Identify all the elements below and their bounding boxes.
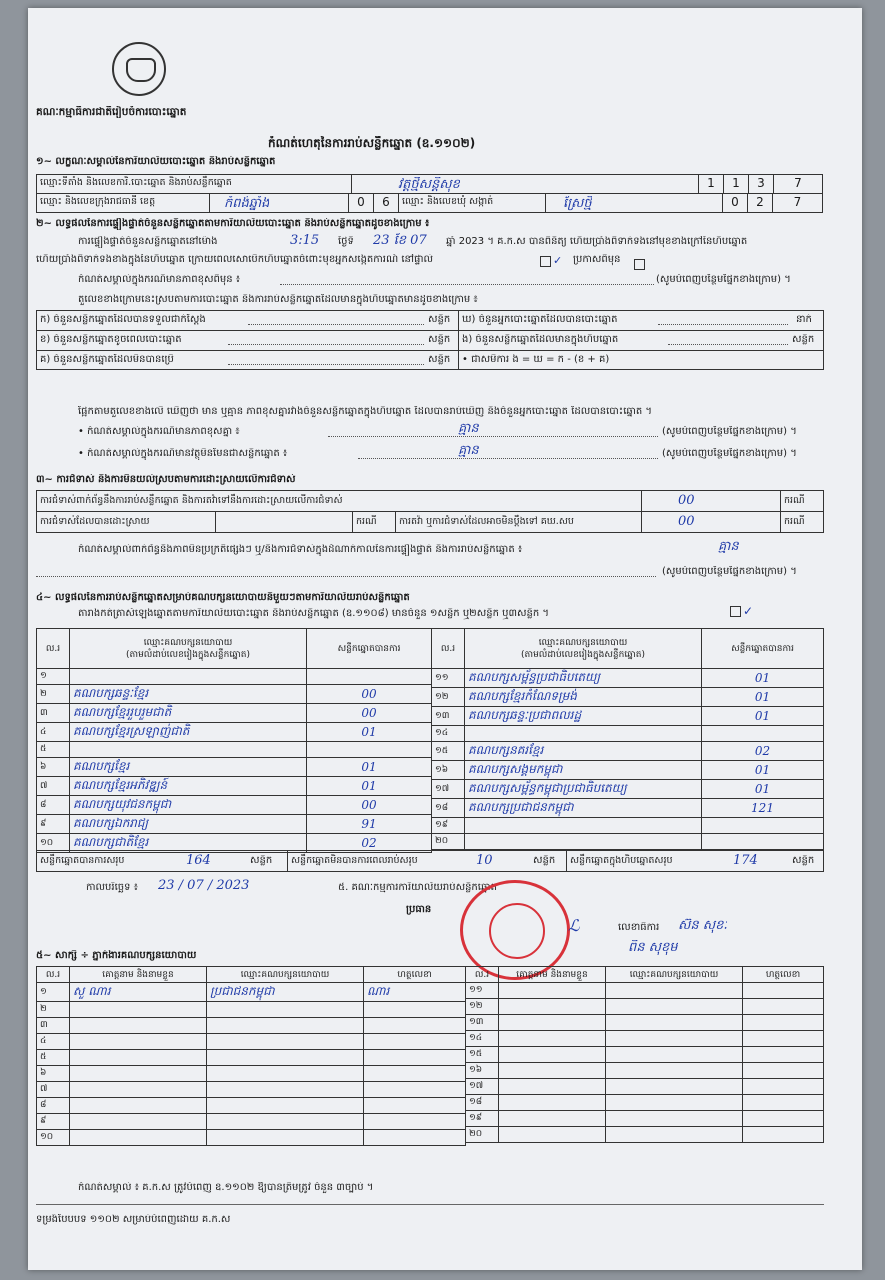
table-row <box>37 1002 466 1018</box>
table-row <box>466 983 824 999</box>
witness-party <box>207 1034 364 1050</box>
row-no: ១៥ <box>432 742 465 761</box>
checked-box[interactable]: ✓ <box>728 604 753 618</box>
row-no: ៤ <box>37 1034 70 1050</box>
witness-name <box>499 1015 606 1031</box>
unit: សន្លឹក <box>428 334 451 345</box>
party-votes: 02 <box>307 834 432 853</box>
row-no: ១០ <box>37 834 70 853</box>
commune-digit: 7 <box>772 193 823 213</box>
party-name <box>70 742 307 758</box>
table-row <box>37 1114 466 1130</box>
row-d-label: ឃ) ចំនួនអ្នកបោះឆ្នោតដែលបានបោះឆ្នោត <box>462 314 618 325</box>
note-label: កំណត់សម្គាល់ក្នុងករណីមានភាពខុសពីមុន ៖ <box>78 274 241 285</box>
section1-title: ១~ លក្ខណៈសម្គាល់នៃការិយាល័យបោះឆ្នោត និងរាប់សន្លឹកឆ្នោត <box>36 156 276 167</box>
commune-digit: 2 <box>747 193 773 213</box>
footnote: កំណត់សម្គាល់ ៖ គ.ក.ស ត្រូវបំពេញ ឧ.១១០២ ឱ្យបានត្រឹមត្រូវ ចំនួន ៣ច្បាប់ ។ <box>78 1182 374 1193</box>
note-line <box>280 284 654 285</box>
note-hint: (សូមបំពេញបន្ថែមផ្នែកខាងក្រោម) ។ <box>662 426 797 437</box>
row-no: ៨ <box>37 796 70 815</box>
witness-party <box>207 1066 364 1082</box>
table-row <box>37 1098 466 1114</box>
office-digit: 3 <box>748 174 774 194</box>
total-invalid-cell <box>287 850 567 872</box>
party-votes: 121 <box>702 799 824 818</box>
commune-label: ឈ្មោះ និងលេខឃុំ សង្កាត់ <box>398 193 546 213</box>
witness-party <box>207 1050 364 1066</box>
table-row <box>466 1047 824 1063</box>
table-row <box>466 1079 824 1095</box>
party-name: គណបក្សខ្មែររួបរួមជាតិ <box>70 704 307 723</box>
commune-value: ស្រែថ្មី <box>563 196 592 211</box>
secretary-name: ស៊ន សុខៈ <box>678 918 728 933</box>
witness-sign <box>364 1066 466 1082</box>
row-no: ៩ <box>37 815 70 834</box>
witness-sign <box>743 1031 824 1047</box>
checkbox[interactable] <box>632 254 647 273</box>
party-votes: 91 <box>307 815 432 834</box>
row-no: ១២ <box>466 999 499 1015</box>
col-no: ល.រ <box>37 629 70 669</box>
total-box-cell <box>566 850 824 872</box>
col-party: ឈ្មោះគណបក្សនយោបាយ <box>606 967 743 983</box>
forwarded-label: ការតវ៉ា ឬការជំទាស់ដែលអាចមិនប្ដឹងទៅ គឃ.សប <box>395 511 642 533</box>
commune-digit: 0 <box>722 193 748 213</box>
col-votes: សន្លឹកឆ្នោតបានការ <box>307 629 432 669</box>
witness-party <box>207 1098 364 1114</box>
party-votes: 00 <box>307 685 432 704</box>
verify-text-a: ការផ្ទៀងផ្ទាត់ចំនួនសន្លឹកឆ្នោតនៅម៉ោង <box>78 236 218 247</box>
forwarded-value: 00 <box>678 514 695 529</box>
resolved-cell <box>215 511 353 533</box>
row-no: ១៩ <box>432 818 465 834</box>
table-row <box>432 742 824 761</box>
party-name <box>465 834 702 850</box>
row-no: ១១ <box>466 983 499 999</box>
verify-date: 23 ខែ 07 <box>373 233 427 248</box>
row-no: ៣ <box>37 1018 70 1034</box>
section4-intro: តារាងកត់ត្រាសំឡេងឆ្នោតតាមការិយាល័យបោះឆ្នោត និងរាប់សន្លឹកឆ្នោត (ឧ.១១០៨) មានចំនួន ១សន្លឹក ឬ២សន្លឹក ឬ៣សន្លឹក ។ <box>78 608 550 619</box>
total-valid-label: សន្លឹកឆ្នោតបានការសរុប <box>40 855 125 866</box>
witness-sign <box>364 1114 466 1130</box>
witness-party <box>606 1015 743 1031</box>
witness-name <box>70 1018 207 1034</box>
witness-name <box>499 999 606 1015</box>
verify-text-c: ឆ្នាំ 2023 ។ គ.ក.ស បានពិនិត្យ ហើយប្រាំងពីទាក់ទងនៅមុខខាងក្រៅនៃហិបឆ្នោត <box>446 236 748 247</box>
party-name <box>465 818 702 834</box>
witness-name <box>499 983 606 999</box>
col-party <box>70 629 307 669</box>
form-sheet <box>28 8 862 1270</box>
section3-note-label: កំណត់សម្គាល់ពាក់ព័ន្ធនឹងភាពមិនប្រក្រតីផ្សេងៗ ឬ/និងការជំទាស់ក្នុងដំណាក់កាលនៃការផ្ទៀងផ្ទាត់ និងការរាប់សន្លឹកឆ្នោត ៖ <box>78 544 523 555</box>
witness-name: សួ ណារ <box>70 983 207 1002</box>
row-no: ៨ <box>37 1098 70 1114</box>
row-no: ២ <box>37 685 70 704</box>
row-no: ១៤ <box>466 1031 499 1047</box>
witness-sign <box>743 1063 824 1079</box>
party-votes: 02 <box>702 742 824 761</box>
witness-sign <box>743 1079 824 1095</box>
witness-sign <box>364 1018 466 1034</box>
table-row <box>37 1066 466 1082</box>
section2-title: ២~ លទ្ធផលនៃការផ្ទៀងផ្ទាត់ចំនួនសន្លឹកឆ្នោតតាមការិយាល័យបោះឆ្នោត និងរាប់សន្លឹកឆ្នោតដូចខាងក្រោម ៖ <box>36 218 430 229</box>
col-sign: ហត្ថលេខា <box>743 967 824 983</box>
col-party-sub: (តាមលំដាប់លេខរៀងក្នុងសន្លឹកឆ្នោត) <box>521 649 645 660</box>
table-row <box>466 999 824 1015</box>
col-party-label: ឈ្មោះគណបក្សនយោបាយ <box>538 637 628 648</box>
col-votes: សន្លឹកឆ្នោតបានការ <box>702 629 824 669</box>
total-invalid-label: សន្លឹកឆ្នោតមិនបានការពេលរាប់សរុប <box>291 855 418 866</box>
row-no: ២០ <box>432 834 465 850</box>
diff-line: ផ្អែកតាមតួលេខខាងលើ ឃើញថា មាន ឬគ្មាន ភាពខុសគ្នារវាងចំនួនសន្លឹកឆ្នោតក្នុងហិបឆ្នោត ដែលបានរាប់ឃើញ និងចំនួនអ្នកបោះឆ្នោត ដែលបានបោះឆ្នោត ។ <box>78 406 653 417</box>
witness-sign <box>364 1082 466 1098</box>
party-votes: 01 <box>702 688 824 707</box>
complaint-value: 00 <box>678 493 695 508</box>
witness-name <box>499 1031 606 1047</box>
witness-sign <box>364 1130 466 1146</box>
province-digit: 0 <box>348 193 374 213</box>
verify-text-2: ហើយប្រាំងពីទាក់ទងខាងក្នុងនៃហិបឆ្នោត ក្រោយពេលសោបើកហិបឆ្នោតចំពោះមុខអ្នកសង្កេតការណ៍ នៅផ្ទាល់ <box>36 254 434 265</box>
party-name: គណបក្សឆន្ទៈប្រជាពលរដ្ឋ <box>465 707 702 726</box>
col-party: ឈ្មោះគណបក្សនយោបាយ <box>207 967 364 983</box>
total-box-label: សន្លឹកឆ្នោតក្នុងហិបឆ្នោតសរុប <box>570 855 673 866</box>
witness-party <box>606 1031 743 1047</box>
table-row <box>37 723 432 742</box>
party-name: គណបក្សខ្មែរអភិវឌ្ឍន៍ <box>70 777 307 796</box>
witness-name <box>70 1050 207 1066</box>
row-no: ២ <box>37 1002 70 1018</box>
witness-party <box>606 1047 743 1063</box>
col-no: ល.រ <box>37 967 70 983</box>
row-no: ៣ <box>37 704 70 723</box>
row-no: ១៨ <box>466 1095 499 1111</box>
col-party <box>465 629 702 669</box>
nec-logo-icon <box>112 42 166 96</box>
count-intro: តួលេខខាងក្រោមនេះស្របតាមការបោះឆ្នោត និងការរាប់សន្លឹកឆ្នោតដែលមានក្នុងហិបឆ្នោតមានដូចខាងក្រោម ៖ <box>78 294 478 305</box>
party-name: គណបក្សខ្មែរស្រឡាញ់ជាតិ <box>70 723 307 742</box>
witness-name <box>70 1002 207 1018</box>
table-row <box>37 815 432 834</box>
table-row <box>432 707 824 726</box>
forwarded-cell <box>641 511 781 533</box>
witness-sign <box>743 999 824 1015</box>
table-row <box>37 685 432 704</box>
table-row <box>432 834 824 850</box>
table-row <box>466 1095 824 1111</box>
party-name: គណបក្សសម្ព័ន្ធប្រជាធិបតេយ្យ <box>465 669 702 688</box>
party-votes <box>307 742 432 758</box>
table-row <box>37 1130 466 1146</box>
results-table-left <box>36 628 432 853</box>
witness-name <box>70 1034 207 1050</box>
row-no: ១១ <box>432 669 465 688</box>
row-a-label: ក) ចំនួនសន្លឹកឆ្នោតដែលបានទទួលជាក់ស្តែង <box>40 314 206 325</box>
complaint-cell <box>641 490 781 512</box>
section5-title: ៥~ សាក្សី ÷ ភ្នាក់ងារគណបក្សនយោបាយ <box>36 950 197 961</box>
party-name: គណបក្សសម្ព័ន្ធកម្ពុជាប្រជាធិបតេយ្យ <box>465 780 702 799</box>
province-value: កំពង់ឆ្នាំង <box>224 196 270 211</box>
witness-sign <box>743 1127 824 1143</box>
section3-title: ៣~ ការជំទាស់ និងការមិនយល់ស្របតាមការដោះស្រាយលើការជំទាស់ <box>36 474 296 485</box>
table-row <box>37 669 432 685</box>
office-digit: 1 <box>723 174 749 194</box>
row-no: ១ <box>37 669 70 685</box>
table-row <box>37 758 432 777</box>
witness-party <box>606 1095 743 1111</box>
party-votes: 01 <box>702 669 824 688</box>
witness-party: ប្រជាជនកម្ពុជា <box>207 983 364 1002</box>
witness-party <box>207 1114 364 1130</box>
resolved-label: ការជំទាស់ដែលបានដោះស្រាយ <box>36 511 216 533</box>
row-no: ៤ <box>37 723 70 742</box>
table-row <box>37 777 432 796</box>
witness-table-left <box>36 966 466 1146</box>
party-name: គណបក្សជាតិខ្មែរ <box>70 834 307 853</box>
witness-party <box>606 1111 743 1127</box>
total-invalid: 10 <box>476 853 493 868</box>
witness-sign: ណារ <box>364 983 466 1002</box>
table-row <box>37 1034 466 1050</box>
party-votes <box>702 834 824 850</box>
witness-party <box>606 1127 743 1143</box>
party-name <box>70 669 307 685</box>
row-no: ៧ <box>37 777 70 796</box>
witness-name <box>499 1063 606 1079</box>
case-unit: ករណី <box>780 511 824 533</box>
table-row <box>37 1082 466 1098</box>
row-no: ១៦ <box>432 761 465 780</box>
col-no: ល.រ <box>466 967 499 983</box>
party-votes: 01 <box>702 761 824 780</box>
case-unit: ករណី <box>780 490 824 512</box>
office-value: វត្តថ្មីសន្តិសុខ <box>398 177 460 192</box>
party-name: គណបក្សឯករាជ្យ <box>70 815 307 834</box>
party-name: គណបក្សខ្មែរកំណែទម្រង់ <box>465 688 702 707</box>
office-label: ឈ្មោះទីតាំង និងលេខការិ.បោះឆ្នោត និងរាប់សន្លឹកឆ្នោត <box>36 174 352 194</box>
unit: សន្លឹក <box>428 354 451 365</box>
row-no: ១៧ <box>466 1079 499 1095</box>
table-row <box>432 688 824 707</box>
note-hint: (សូមបំពេញបន្ថែមផ្នែកខាងក្រោម) ។ <box>662 448 797 459</box>
witness-party <box>207 1002 364 1018</box>
table-row <box>432 780 824 799</box>
party-votes: 00 <box>307 704 432 723</box>
unit: សន្លឹក <box>533 855 556 866</box>
form-title: កំណត់ហេតុនៃការរាប់សន្លឹកឆ្នោត (ឧ.១១០២) <box>268 136 476 150</box>
witness-sign <box>743 1095 824 1111</box>
row-e-label: ង) ចំនួនសន្លឹកឆ្នោតដែលមានក្នុងហិបឆ្នោត <box>462 334 619 345</box>
row-no: ៦ <box>37 758 70 777</box>
col-no: ល.រ <box>432 629 465 669</box>
row-no: ១៧ <box>432 780 465 799</box>
verify-option: ប្រកាសពីមុន <box>573 254 621 265</box>
row-no: ១ <box>37 983 70 1002</box>
unit: សន្លឹក <box>250 855 273 866</box>
party-votes <box>702 726 824 742</box>
witness-party <box>207 1130 364 1146</box>
witness-party <box>606 983 743 999</box>
table-row <box>37 1018 466 1034</box>
date-label: កាលបរិច្ឆេទ ៖ <box>86 882 139 893</box>
row-no: ១៣ <box>466 1015 499 1031</box>
table-row <box>37 1050 466 1066</box>
witness-party <box>207 1082 364 1098</box>
checked-box[interactable]: ✓ <box>538 254 562 267</box>
party-name: គណបក្សខ្មែរ <box>70 758 307 777</box>
witness-party <box>606 999 743 1015</box>
col-name: គោត្តនាម និងនាមខ្លួន <box>70 967 207 983</box>
office-digit: 7 <box>773 174 823 194</box>
row-no: ១៣ <box>432 707 465 726</box>
unit: សន្លឹក <box>428 314 451 325</box>
col-name: គោត្តនាម និងនាមខ្លួន <box>499 967 606 983</box>
unit: សន្លឹក <box>792 334 815 345</box>
chair-label: ប្រធាន <box>406 904 432 915</box>
col-party-label: ឈ្មោះគណបក្សនយោបាយ <box>143 637 233 648</box>
witness-sign <box>364 1050 466 1066</box>
signature-icon: ℒ <box>568 918 580 933</box>
witness-name <box>70 1098 207 1114</box>
witness-party <box>207 1018 364 1034</box>
party-votes <box>307 669 432 685</box>
table-row <box>37 742 432 758</box>
row-no: ២០ <box>466 1127 499 1143</box>
note2-value: គ្មាន <box>458 421 479 436</box>
table-row <box>466 1031 824 1047</box>
total-valid: 164 <box>186 853 211 868</box>
note3-label: • កំណត់សម្គាល់ក្នុងករណីមានវត្ថុមិនមែនជាសន្លឹកឆ្នោត ៖ <box>78 448 288 459</box>
table-row <box>432 669 824 688</box>
note2-label: • កំណត់សម្គាល់ក្នុងករណីមានភាពខុសគ្នា ៖ <box>78 426 240 437</box>
witness-sign <box>743 983 824 999</box>
party-votes: 00 <box>307 796 432 815</box>
section3-note-value: គ្មាន <box>718 539 739 554</box>
secretary-label: លេខាធិការ <box>618 922 660 933</box>
witness-name <box>70 1066 207 1082</box>
results-table-right <box>431 628 824 850</box>
row-no: ១០ <box>37 1130 70 1146</box>
row-no: ៥ <box>37 742 70 758</box>
col-party-sub: (តាមលំដាប់លេខរៀងក្នុងសន្លឹកឆ្នោត) <box>126 649 250 660</box>
party-votes: 01 <box>307 777 432 796</box>
party-name: គណបក្សសង្គមកម្ពុជា <box>465 761 702 780</box>
witness-party <box>606 1063 743 1079</box>
row-no: ១២ <box>432 688 465 707</box>
case-unit: ករណី <box>352 511 396 533</box>
party-votes: 01 <box>702 707 824 726</box>
table-row <box>466 1063 824 1079</box>
office-digit: 1 <box>698 174 724 194</box>
witness-name <box>70 1114 207 1130</box>
chair-name: ពិន សុខុម <box>628 940 678 955</box>
note-hint: (សូមបំពេញបន្ថែមផ្នែកខាងក្រោម) ។ <box>662 566 797 577</box>
witness-sign <box>743 1047 824 1063</box>
row-no: ១៤ <box>432 726 465 742</box>
party-votes: 01 <box>307 758 432 777</box>
table-row <box>466 1015 824 1031</box>
witness-sign <box>743 1111 824 1127</box>
province-digit: 6 <box>373 193 399 213</box>
witness-name <box>499 1047 606 1063</box>
complaint-label: ការជំទាស់ពាក់ព័ន្ធនឹងការរាប់សន្លឹកឆ្នោត និងការតវ៉ាទៅនឹងការដោះស្រាយលើការជំទាស់ <box>36 490 642 512</box>
witness-sign <box>364 1002 466 1018</box>
row-no: ១៦ <box>466 1063 499 1079</box>
date-value: 23 / 07 / 2023 <box>158 878 250 893</box>
table-row <box>432 761 824 780</box>
witness-name <box>499 1079 606 1095</box>
table-row <box>466 1111 824 1127</box>
unit: សន្លឹក <box>792 855 815 866</box>
sign-committee: ៥. គណៈកម្មការការិយាល័យរាប់សន្លឹកឆ្នោត <box>338 882 497 893</box>
row-no: ១៨ <box>432 799 465 818</box>
row-b-label: ខ) ចំនួនសន្លឹកឆ្នោតខូចពេលបោះឆ្នោត <box>40 334 182 345</box>
table-row <box>37 796 432 815</box>
row-no: ១៩ <box>466 1111 499 1127</box>
unit: នាក់ <box>796 314 812 325</box>
table-row <box>37 704 432 723</box>
table-row <box>432 726 824 742</box>
party-votes: 01 <box>702 780 824 799</box>
note3-value: គ្មាន <box>458 443 479 458</box>
verify-time: 3:15 <box>290 233 320 248</box>
table-row <box>37 983 466 1002</box>
witness-name <box>499 1111 606 1127</box>
witness-name <box>499 1127 606 1143</box>
row-no: ៩ <box>37 1114 70 1130</box>
note-hint: (សូមបំពេញបន្ថែមផ្នែកខាងក្រោម) ។ <box>656 274 791 285</box>
row-no: ៥ <box>37 1050 70 1066</box>
section4-title: ៤~ លទ្ធផលនៃការរាប់សន្លឹកឆ្នោតសម្រាប់គណបក្សនយោបាយនីមួយៗតាមការិយាល័យរាប់សន្លឹកឆ្នោត <box>36 592 410 603</box>
party-name <box>465 726 702 742</box>
col-sign: ហត្ថលេខា <box>364 967 466 983</box>
row-no: ៧ <box>37 1082 70 1098</box>
party-name: គណបក្សប្រជាជនកម្ពុជា <box>465 799 702 818</box>
total-box: 174 <box>733 853 758 868</box>
verify-text-b: ថ្ងៃទី <box>338 236 354 247</box>
row-no: ៦ <box>37 1066 70 1082</box>
witness-sign <box>743 1015 824 1031</box>
province-label: ឈ្មោះ និងលេខក្រុងរាជធានី ខេត្ត <box>36 193 210 213</box>
witness-party <box>606 1079 743 1095</box>
official-seal-icon <box>460 880 570 980</box>
party-votes <box>702 818 824 834</box>
witness-sign <box>364 1098 466 1114</box>
row-no: ១៥ <box>466 1047 499 1063</box>
witness-name <box>70 1130 207 1146</box>
party-name: គណបក្សយុវជនកម្ពុជា <box>70 796 307 815</box>
party-name: គណបក្សឆន្ទៈខ្មែរ <box>70 685 307 704</box>
row-c-label: គ) ចំនួនសន្លឹកឆ្នោតដែលមិនបានប្រើ <box>40 354 174 365</box>
committee-name: គណៈកម្មាធិការជាតិរៀបចំការបោះឆ្នោត <box>36 106 187 118</box>
witness-name <box>499 1095 606 1111</box>
formula: • ជាសមីការ ង = ឃ = ក - (ខ + គ) <box>462 354 610 365</box>
witness-table-right <box>465 966 824 1143</box>
form-footer: ទម្រង់បែបបទ ១១០២ សម្រាប់បំពេញដោយ គ.ក.ស <box>36 1214 231 1225</box>
table-row <box>432 818 824 834</box>
table-row <box>432 799 824 818</box>
witness-name <box>70 1082 207 1098</box>
party-votes: 01 <box>307 723 432 742</box>
party-name: គណបក្សនគរខ្មែរ <box>465 742 702 761</box>
witness-sign <box>364 1034 466 1050</box>
table-row <box>466 1127 824 1143</box>
